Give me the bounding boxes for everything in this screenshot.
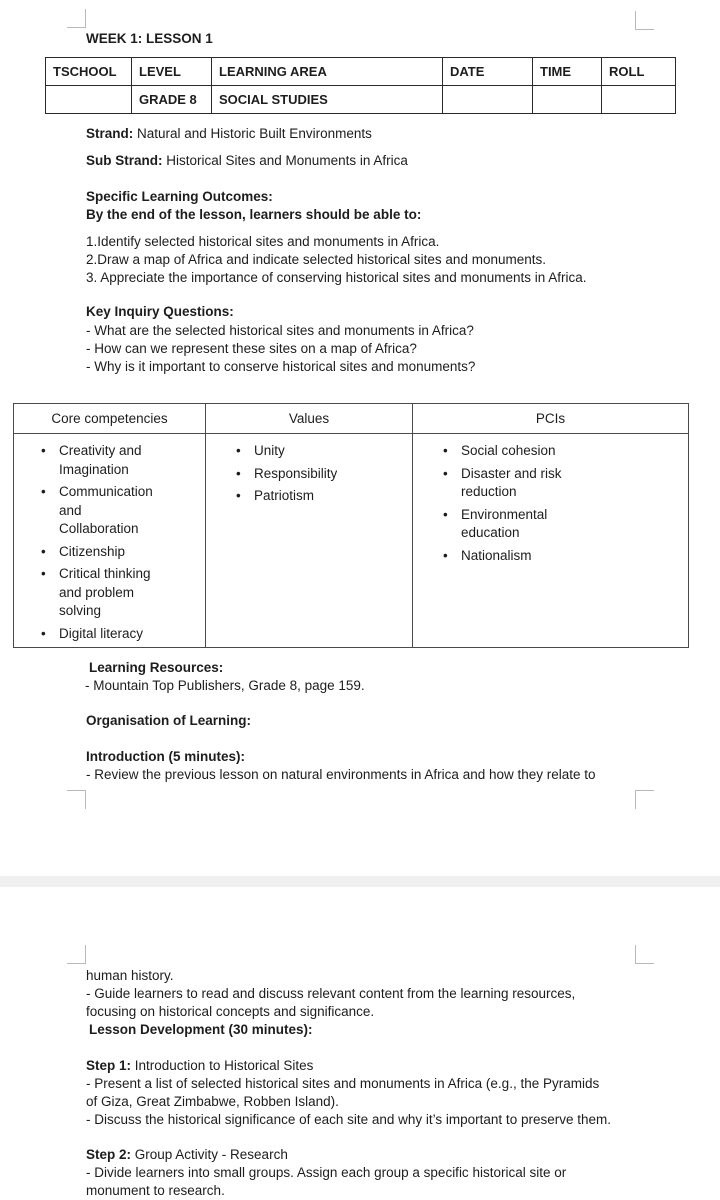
info-header-roll: ROLL (602, 58, 676, 86)
list-item: • Disaster and risk reduction (441, 465, 563, 502)
info-header-school: TSCHOOL (46, 58, 132, 86)
strand-line (86, 125, 372, 143)
inquiry-question: - What are the selected historical sites and monuments in Africa? (86, 323, 474, 338)
list-item: • Nationalism (441, 547, 563, 566)
list-item: • Responsibility (234, 465, 356, 484)
guide-line: - Guide learners to read and discuss relevant content from the learning resources, (86, 986, 576, 1001)
step1-line: of Giza, Great Zimbabwe, Robben Island). (86, 1094, 339, 1109)
crop-mark-page1-top-left-icon (67, 9, 86, 28)
introduction-line: - Review the previous lesson on natural environments in Africa and how they relate to (86, 767, 596, 782)
info-header-learning-area: LEARNING AREA (212, 58, 443, 86)
introduction-heading: Introduction (5 minutes): (86, 749, 245, 764)
info-table-value-row (46, 86, 676, 114)
list-item: • Critical thinking and problem solving (39, 565, 161, 621)
development-heading: Lesson Development (30 minutes): (89, 1022, 313, 1037)
step1-line: - Present a list of selected historical sites and monuments in Africa (e.g., the Pyramids (86, 1076, 600, 1091)
pcis-list (441, 442, 563, 565)
list-item: • Environmental education (441, 506, 563, 543)
info-cell-roll (602, 86, 676, 114)
step1-heading (86, 1057, 313, 1075)
info-cell-time (533, 86, 602, 114)
sub-strand-text: Historical Sites and Monuments in Africa (162, 153, 408, 168)
matrix-header-row (14, 404, 689, 434)
values-cell (206, 434, 413, 648)
crop-mark-page1-bottom-left-icon (67, 790, 86, 809)
matrix-header-core-competencies: Core competencies (14, 404, 206, 434)
info-header-date: DATE (443, 58, 533, 86)
matrix-header-pcis: PCIs (413, 404, 689, 434)
matrix-body-row (14, 434, 689, 648)
carryover-line: human history. (86, 968, 174, 983)
list-item: • Patriotism (234, 487, 356, 506)
step2-line: - Divide learners into small groups. Assign each group a specific historical site or (86, 1165, 567, 1180)
info-cell-level: GRADE 8 (132, 86, 212, 114)
info-cell-learning-area: SOCIAL STUDIES (212, 86, 443, 114)
crop-mark-page1-top-right-icon (635, 11, 654, 30)
info-cell-date (443, 86, 533, 114)
strand-text: Natural and Historic Built Environments (133, 126, 372, 141)
list-item: • Creativity and Imagination (39, 442, 161, 479)
crop-mark-page2-top-left-icon (67, 945, 86, 964)
list-item: • Unity (234, 442, 356, 461)
inquiry-heading: Key Inquiry Questions: (86, 304, 234, 319)
outcomes-heading: Specific Learning Outcomes: (86, 189, 273, 204)
outcome-item: 2.Draw a map of Africa and indicate selected historical sites and monuments. (86, 252, 546, 267)
list-item: • Social cohesion (441, 442, 563, 461)
info-cell-school (46, 86, 132, 114)
step2-label: Step 2: (86, 1147, 132, 1162)
step1-line: - Discuss the historical significance of each site and why it’s important to preserve them. (86, 1112, 611, 1127)
resources-item: - Mountain Top Publishers, Grade 8, page 159. (85, 678, 365, 693)
page-break-band (0, 876, 720, 887)
info-header-time: TIME (533, 58, 602, 86)
page-title: WEEK 1: LESSON 1 (86, 31, 213, 46)
crop-mark-page1-bottom-right-icon (635, 790, 654, 809)
step2-clipped-line: monument to research. (86, 1183, 225, 1198)
outcome-item: 3. Appreciate the importance of conserving historical sites and monuments in Africa. (86, 270, 587, 285)
step2-heading (86, 1146, 288, 1164)
outcome-item: 1.Identify selected historical sites and monuments in Africa. (86, 234, 440, 249)
strand-label: Strand: (86, 126, 134, 141)
crop-mark-page2-top-right-icon (635, 945, 654, 964)
matrix-header-values: Values (206, 404, 413, 434)
inquiry-question: - Why is it important to conserve historical sites and monuments? (86, 359, 476, 374)
organisation-heading: Organisation of Learning: (86, 713, 252, 728)
values-list (234, 442, 356, 506)
outcomes-subheading: By the end of the lesson, learners should be able to: (86, 207, 422, 222)
list-item: • Digital literacy (39, 625, 161, 644)
sub-strand-line (86, 152, 408, 170)
lesson-info-table (45, 57, 676, 114)
guide-line: focusing on historical concepts and significance. (86, 1004, 375, 1019)
info-header-level: LEVEL (132, 58, 212, 86)
resources-heading: Learning Resources: (89, 660, 224, 675)
inquiry-question: - How can we represent these sites on a map of Africa? (86, 341, 417, 356)
step1-label: Step 1: (86, 1058, 132, 1073)
sub-strand-label: Sub Strand: (86, 153, 163, 168)
step1-title: Introduction to Historical Sites (131, 1058, 314, 1073)
list-item: • Communication and Collaboration (39, 483, 161, 539)
list-item: • Citizenship (39, 543, 161, 562)
matrix-table (13, 403, 689, 648)
core-competencies-list (39, 442, 161, 643)
pcis-cell (413, 434, 689, 648)
info-table-header-row (46, 58, 676, 86)
core-competencies-cell (14, 434, 206, 648)
step2-title: Group Activity - Research (131, 1147, 288, 1162)
